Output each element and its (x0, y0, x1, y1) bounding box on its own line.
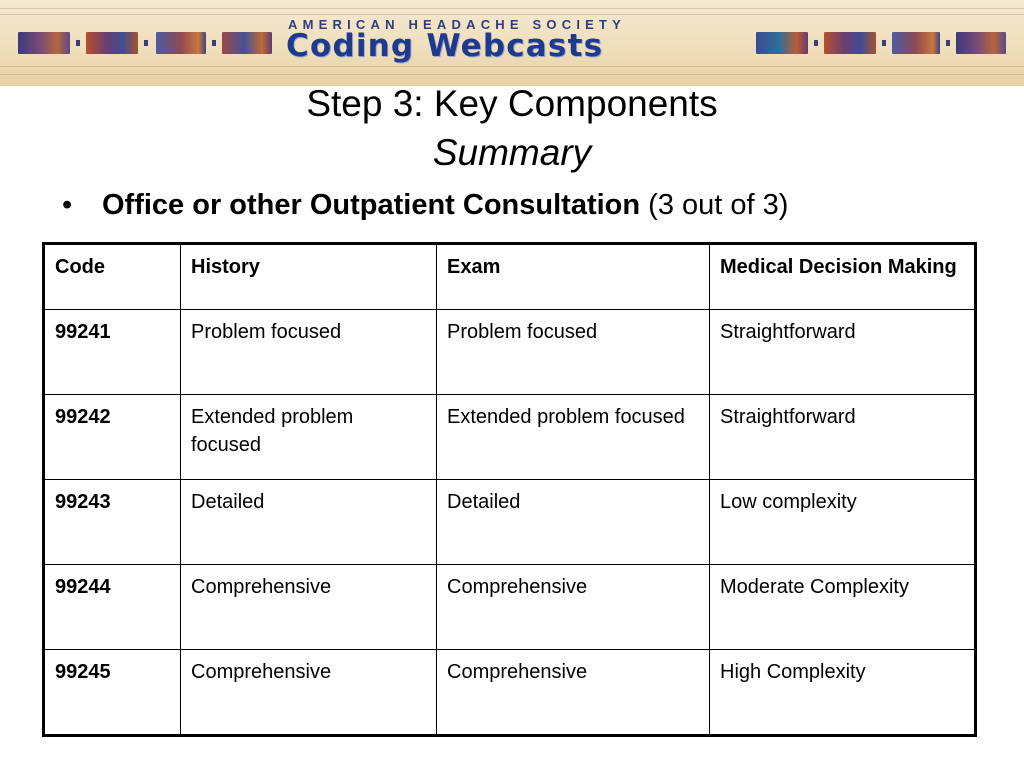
slide-subtitle: Summary (432, 132, 592, 173)
cell-exam: Detailed (437, 480, 710, 565)
table-row (44, 310, 976, 395)
bullet-icon: • (62, 189, 73, 221)
cell-mdm: Moderate Complexity (710, 565, 976, 650)
cell-history: Comprehensive (181, 565, 437, 650)
cell-code: 99243 (44, 480, 181, 565)
cell-code: 99244 (44, 565, 181, 650)
cell-history: Extended problem focused (181, 395, 437, 480)
bullet-plain-text: (3 out of 3) (648, 189, 789, 221)
cell-exam: Comprehensive (437, 565, 710, 650)
cell-history: Problem focused (181, 310, 437, 395)
organization-name: AMERICAN HEADACHE SOCIETY (288, 17, 627, 32)
cell-history: Comprehensive (181, 650, 437, 736)
cell-code: 99241 (44, 310, 181, 395)
cell-mdm: Straightforward (710, 395, 976, 480)
decorative-tile (86, 32, 138, 54)
decorative-tile (756, 32, 808, 54)
bullet-bold-text: Office or other Outpatient Consultation (102, 189, 641, 221)
table-row (44, 480, 976, 565)
table-row (44, 650, 976, 736)
decorative-tile (222, 32, 272, 54)
table-row (44, 565, 976, 650)
decorative-tile (892, 32, 940, 54)
cell-mdm: Low complexity (710, 480, 976, 565)
column-header-code: Code (44, 244, 181, 310)
cell-exam: Comprehensive (437, 650, 710, 736)
cell-mdm: Straightforward (710, 310, 976, 395)
table-row (44, 395, 976, 480)
table-header-row (44, 244, 976, 310)
cell-mdm: High Complexity (710, 650, 976, 736)
cell-history: Detailed (181, 480, 437, 565)
cell-exam: Extended problem focused (437, 395, 710, 480)
column-header-history: History (181, 244, 437, 310)
cell-exam: Problem focused (437, 310, 710, 395)
coding-table (42, 242, 977, 737)
cell-code: 99245 (44, 650, 181, 736)
bullet-point (62, 187, 788, 223)
column-header-mdm: Medical Decision Making (710, 244, 976, 310)
decorative-tile (156, 32, 206, 54)
header-banner (0, 0, 1024, 86)
slide-title: Step 3: Key Components (306, 83, 718, 124)
column-header-exam: Exam (437, 244, 710, 310)
decorative-tile (18, 32, 70, 54)
program-logo: Coding Webcasts (286, 28, 604, 64)
decorative-tile (956, 32, 1006, 54)
decorative-tile (824, 32, 876, 54)
cell-code: 99242 (44, 395, 181, 480)
